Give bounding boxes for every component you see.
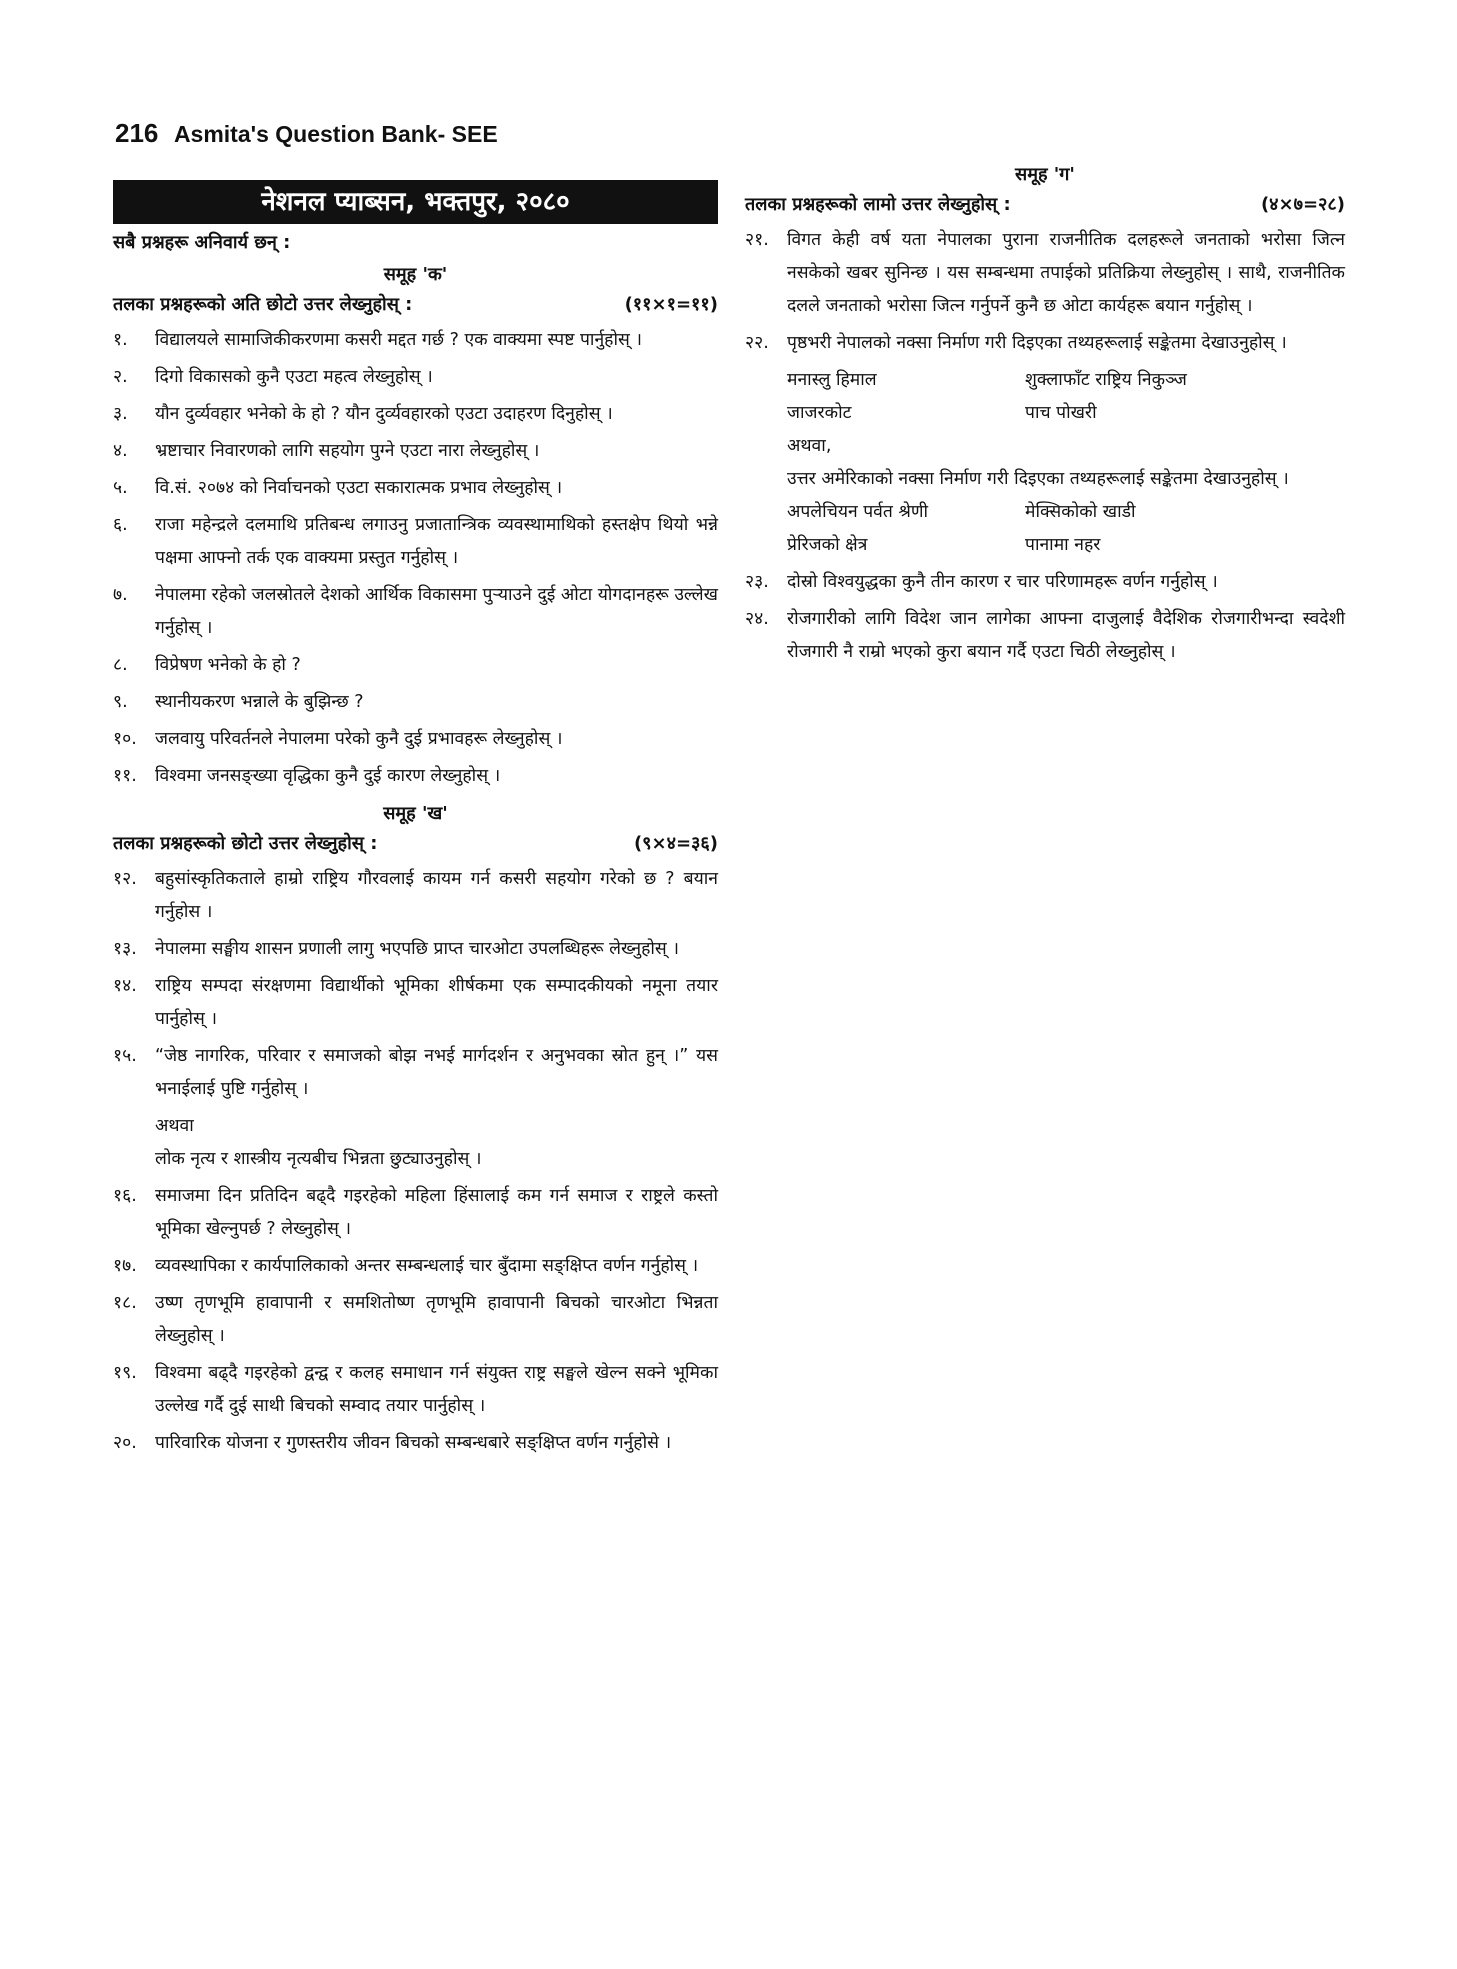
map-item: मनास्लु हिमाल (787, 370, 877, 390)
question-number: २. (113, 367, 128, 387)
question (113, 324, 718, 357)
alternative-question: उत्तर अमेरिकाको नक्सा निर्माण गरी दिइएका तथ्यहरूलाई सङ्केतमा देखाउनुहोस् । (787, 469, 1289, 489)
group-kha-questions (113, 863, 718, 1106)
question-text: यौन दुर्व्यवहार भनेको के हो ? यौन दुर्व्यवहारको एउटा उदाहरण दिनुहोस् । (155, 404, 613, 424)
section-marks: (९×४=३६) (633, 833, 718, 854)
page-header (115, 118, 498, 149)
question-number: १३. (113, 939, 137, 959)
question-text: रोजगारीको लागि विदेश जान लागेका आफ्ना दाजुलाई वैदेशिक रोजगारीभन्दा स्वदेशी रोजगारी नै राम्रो भएको कुरा बयान गर्दै एउटा चिठी लेख्नुहोस् । (787, 609, 1345, 662)
question-number: १७. (113, 1256, 137, 1276)
group-ga-heading (745, 192, 1345, 216)
question-text: बहुसांस्कृतिकताले हाम्रो राष्ट्रिय गौरवलाई कायम गर्न कसरी सहयोग गरेको छ ? बयान गर्नुहोस । (155, 869, 718, 922)
question-text: विप्रेषण भनेको के हो ? (155, 655, 301, 675)
question-text: पारिवारिक योजना र गुणस्तरीय जीवन बिचको सम्बन्धबारे सङ्क्षिप्त वर्णन गर्नुहोसे । (155, 1433, 672, 1453)
map-item: प्रेरिजको क्षेत्र (787, 535, 868, 555)
question-number: १८. (113, 1293, 137, 1313)
question-number: ९. (113, 692, 128, 712)
section-instruction: तलका प्रश्नहरूको छोटो उत्तर लेख्नुहोस् : (113, 833, 378, 854)
left-column (113, 180, 718, 1464)
map-item-row (745, 496, 1345, 529)
group-ka-questions (113, 324, 718, 793)
question-text: “जेष्ठ नागरिक, परिवार र समाजको बोझ नभई मार्गदर्शन र अनुभवका स्रोत हुन् ।” यस भनाईलाई पुष्टि गर्नुहोस् । (155, 1046, 718, 1099)
question-text: जलवायु परिवर्तनले नेपालमा परेको कुनै दुई प्रभावहरू लेख्नुहोस् । (155, 729, 563, 749)
group-ga-title: समूह 'ग' (1015, 164, 1075, 185)
question-text: राष्ट्रिय सम्पदा संरक्षणमा विद्यार्थीको भूमिका शीर्षकमा एक सम्पादकीयको नमूना तयार पार्नुहोस् । (155, 976, 718, 1029)
question-text: नेपालमा सङ्घीय शासन प्रणाली लागु भएपछि प्राप्त चारओटा उपलब्धिहरू लेख्नुहोस् । (155, 939, 679, 959)
exam-title: नेशनल प्याब्सन, भक्तपुर, २०८० (113, 180, 718, 224)
question-number: १२. (113, 869, 137, 889)
group-kha-title: समूह 'ख' (383, 803, 448, 824)
question-text: वि.सं. २०७४ को निर्वाचनको एउटा सकारात्मक प्रभाव लेख्नुहोस् । (155, 478, 563, 498)
exam-instruction: सबै प्रश्नहरू अनिवार्य छन् : (113, 232, 291, 253)
question (113, 398, 718, 431)
question-number: ११. (113, 766, 137, 786)
question-number: १४. (113, 976, 137, 996)
question-text: विद्यालयले सामाजिकीकरणमा कसरी मद्दत गर्छ ? एक वाक्यमा स्पष्ट पार्नुहोस् । (155, 330, 643, 350)
question-number: २२. (745, 333, 769, 353)
question (113, 686, 718, 719)
question (745, 566, 1345, 599)
question (745, 224, 1345, 323)
map-item: मेक्सिकोको खाडी (1025, 502, 1136, 522)
question-number: ५. (113, 478, 128, 498)
question-text: पृष्ठभरी नेपालको नक्सा निर्माण गरी दिइएका तथ्यहरूलाई सङ्केतमा देखाउनुहोस् । (787, 333, 1287, 353)
group-ka-title: समूह 'क' (383, 264, 448, 285)
alternative-question: लोक नृत्य र शास्त्रीय नृत्यबीच भिन्नता छुट्याउनुहोस् । (155, 1149, 482, 1169)
question-text: समाजमा दिन प्रतिदिन बढ्दै गइरहेको महिला हिंसालाई कम गर्न समाज र राष्ट्रले कस्तो भूमिका खेल्नुपर्छ ? लेख्नुहोस् । (155, 1186, 718, 1239)
question-text: दोस्रो विश्वयुद्धका कुनै तीन कारण र चार परिणामहरू वर्णन गर्नुहोस् । (787, 572, 1218, 592)
question (113, 970, 718, 1036)
question-number: ३. (113, 404, 128, 424)
question (113, 361, 718, 394)
question (113, 509, 718, 575)
question-text: राजा महेन्द्रले दलमाथि प्रतिबन्ध लगाउनु प्रजातान्त्रिक व्यवस्थामाथिको हस्तक्षेप थियो भन्ने पक्षमा आफ्नो तर्क एक वाक्यमा प्रस्तुत गर्नुहोस् । (155, 515, 718, 568)
group-kha-heading (113, 831, 718, 855)
question (113, 649, 718, 682)
map-item: पाच पोखरी (1025, 403, 1097, 423)
group-kha-questions-2 (113, 1180, 718, 1460)
question (113, 1250, 718, 1283)
question (113, 579, 718, 645)
question-number: ७. (113, 585, 128, 605)
section-instruction: तलका प्रश्नहरूको लामो उत्तर लेख्नुहोस् : (745, 194, 1011, 215)
question-text: व्यवस्थापिका र कार्यपालिकाको अन्तर सम्बन्धलाई चार बुँदामा सङ्क्षिप्त वर्णन गर्नुहोस् । (155, 1256, 699, 1276)
question (113, 1040, 718, 1106)
question-text: उष्ण तृणभूमि हावापानी र समशितोष्ण तृणभूमि हावापानी बिचको चारओटा भिन्नता लेख्नुहोस् । (155, 1293, 718, 1346)
question-text: भ्रष्टाचार निवारणको लागि सहयोग पुग्ने एउटा नारा लेख्नुहोस् । (155, 441, 540, 461)
question (113, 1357, 718, 1423)
question-number: २१. (745, 230, 769, 250)
question-number: १५. (113, 1046, 137, 1066)
question-number: १६. (113, 1186, 137, 1206)
question (113, 1287, 718, 1353)
question (113, 863, 718, 929)
question-number: २३. (745, 572, 769, 592)
question-number: १९. (113, 1363, 137, 1383)
book-title: Asmita's Question Bank- SEE (173, 121, 498, 147)
map-item: पानामा नहर (1025, 535, 1101, 555)
question (745, 327, 1345, 360)
question (113, 933, 718, 966)
question-text: विश्वमा बढ्दै गइरहेको द्वन्द्व र कलह समाधान गर्न संयुक्त राष्ट्र सङ्घले खेल्न सक्ने भूमिका उल्लेख गर्दै दुई साथी बिचको सम्वाद तयार पार्नुहोस् । (155, 1363, 718, 1416)
map-item: शुक्लाफाँट राष्ट्रिय निकुञ्ज (1025, 370, 1187, 390)
map-item-row (745, 529, 1345, 562)
question-number: १. (113, 330, 128, 350)
map-item: अपलेचियन पर्वत श्रेणी (787, 502, 929, 522)
question-number: ४. (113, 441, 128, 461)
question-text: दिगो विकासको कुनै एउटा महत्व लेख्नुहोस् । (155, 367, 433, 387)
question (113, 435, 718, 468)
question-text: स्थानीयकरण भन्नाले के बुझिन्छ ? (155, 692, 364, 712)
right-column (745, 162, 1345, 673)
map-item-row (745, 397, 1345, 430)
section-marks: (४×७=२८) (1260, 194, 1345, 215)
map-item: जाजरकोट (787, 403, 852, 423)
question-number: ८. (113, 655, 128, 675)
question (113, 1180, 718, 1246)
question-number: २४. (745, 609, 769, 629)
question-text: नेपालमा रहेको जलस्रोतले देशको आर्थिक विकासमा पुऱ्याउने दुई ओटा योगदानहरू उल्लेख गर्नुहोस् । (155, 585, 718, 638)
question-number: २०. (113, 1433, 137, 1453)
question (745, 603, 1345, 669)
question (113, 760, 718, 793)
question (113, 472, 718, 505)
section-instruction: तलका प्रश्नहरूको अति छोटो उत्तर लेख्नुहोस् : (113, 294, 413, 315)
question (113, 1427, 718, 1460)
page-number: 216 (115, 118, 159, 148)
question-number: ६. (113, 515, 128, 535)
section-marks: (११×१=११) (624, 294, 718, 315)
question-text: विगत केही वर्ष यता नेपालका पुराना राजनीतिक दलहरूले जनताको भरोसा जित्न नसकेको खबर सुनिन्छ । यस सम्बन्धमा तपाईको प्रतिक्रिया लेख्नुहोस् । साथै, राजनीतिक दलले जनताको भरोसा जित्न गर्नुपर्ने कुनै छ ओटा कार्यहरू बयान गर्नुहोस् । (787, 230, 1345, 316)
question-number: १०. (113, 729, 137, 749)
question (113, 723, 718, 756)
group-ka-heading (113, 292, 718, 316)
or-label: अथवा, (787, 436, 832, 456)
or-label: अथवा (155, 1116, 194, 1136)
map-item-row (745, 364, 1345, 397)
question-text: विश्वमा जनसङ्ख्या वृद्धिका कुनै दुई कारण लेख्नुहोस् । (155, 766, 501, 786)
